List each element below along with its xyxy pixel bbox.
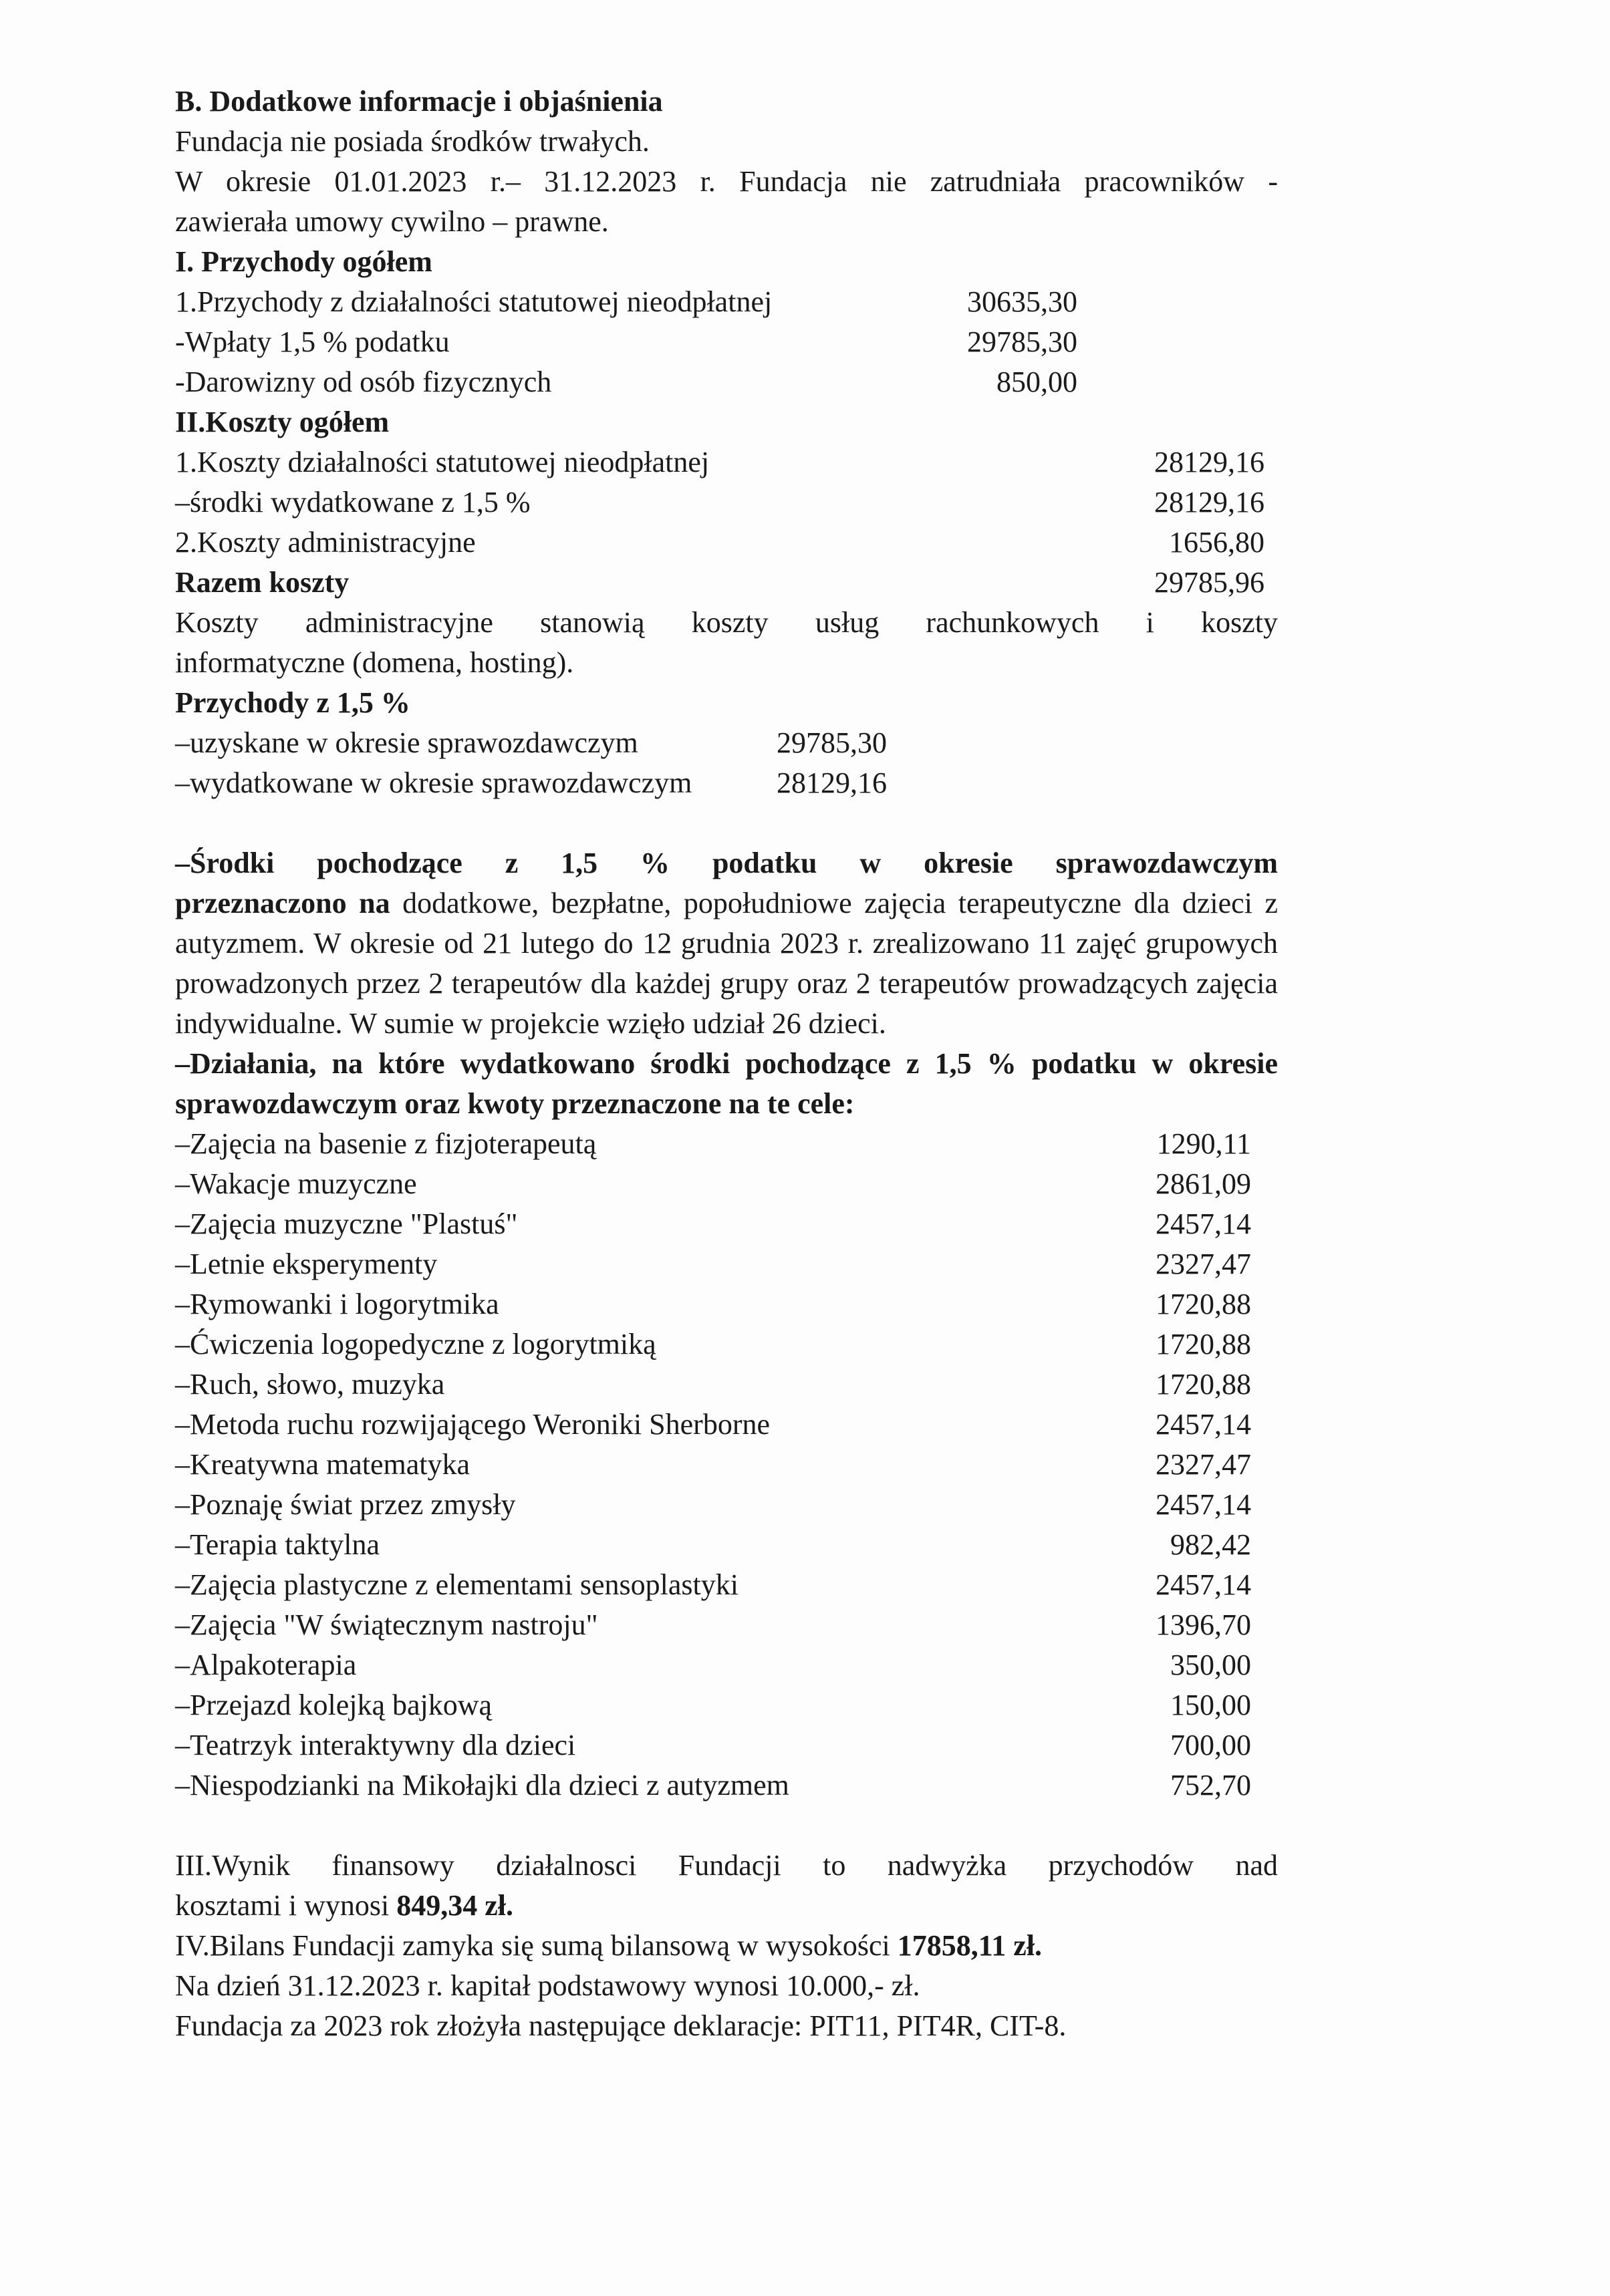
list-item xyxy=(175,1485,1278,1525)
item-label: –Zajęcia muzyczne "Plastuś" xyxy=(175,1207,518,1240)
list-item xyxy=(175,1525,1278,1565)
item-label: –Zajęcia "W świątecznym nastroju" xyxy=(175,1608,598,1641)
list-item xyxy=(175,1685,1278,1725)
row-label: –środki wydatkowane z 1,5 % xyxy=(175,486,531,519)
declarations-line: Fundacja za 2023 rok złożyła następujące deklaracje: PIT11, PIT4R, CIT-8. xyxy=(175,2009,1067,2042)
intro-line: Fundacja nie posiada środków trwałych. xyxy=(175,125,650,158)
row-label: –uzyskane w okresie sprawozdawczym xyxy=(175,726,638,759)
total-value: 29785,96 xyxy=(1154,566,1264,599)
costs-heading: II.Koszty ogółem xyxy=(175,406,390,438)
list-item xyxy=(175,1565,1278,1605)
item-value: 2457,14 xyxy=(1156,1488,1251,1521)
item-label: –Rymowanki i logorytmika xyxy=(175,1288,499,1320)
list-item xyxy=(175,1124,1278,1164)
costs-row xyxy=(175,523,1278,563)
item-label: –Letnie eksperymenty xyxy=(175,1248,438,1280)
income-row xyxy=(175,362,1278,402)
income15-row xyxy=(175,723,1278,763)
item-label: –Terapia taktylna xyxy=(175,1528,380,1561)
item-value: 752,70 xyxy=(1170,1769,1251,1802)
item-label: –Poznaję świat przez zmysły xyxy=(175,1488,516,1521)
list-item xyxy=(175,1645,1278,1685)
item-label: –Przejazd kolejką bajkową xyxy=(175,1689,493,1721)
result-text: kosztami i wynosi xyxy=(175,1889,397,1922)
item-value: 2327,47 xyxy=(1156,1248,1251,1280)
costs-note: informatyczne (domena, hosting). xyxy=(175,646,574,679)
row-value: 28129,16 xyxy=(1154,486,1264,519)
row-value: 28129,16 xyxy=(1154,446,1264,478)
row-label: -Darowizny od osób fizycznych xyxy=(175,366,552,398)
item-value: 2457,14 xyxy=(1156,1568,1251,1601)
costs-total-row xyxy=(175,563,1278,603)
activities-list xyxy=(175,1124,1278,1806)
list-item xyxy=(175,1244,1278,1284)
document-content xyxy=(175,82,1278,2046)
result-amount: 849,34 zł. xyxy=(396,1889,513,1922)
spacer xyxy=(175,1806,1278,1846)
item-label: –Teatrzyk interaktywny dla dzieci xyxy=(175,1729,576,1761)
intro-line: zawierała umowy cywilno – prawne. xyxy=(175,205,609,238)
spacer xyxy=(175,803,1278,843)
item-label: –Zajęcia plastyczne z elementami sensoplastyki xyxy=(175,1568,739,1601)
list-item xyxy=(175,1725,1278,1765)
income-row xyxy=(175,282,1278,322)
funds-text: dodatkowe, bezpłatne, popołudniowe zajęcia terapeutyczne dla dzieci z autyzmem. W okresie od 21 lutego do 12 grudnia 2023 r. zrealizowano 11 zajęć grupowych prowadzonych przez 2 terapeutów dla każdej grupy oraz 2 terapeutów prowadzących zajęcia indywidualne. W sumie w projekcie wzięło udział 26 dzieci. xyxy=(175,887,1279,1040)
item-value: 1720,88 xyxy=(1156,1328,1251,1360)
row-label: -Wpłaty 1,5 % podatku xyxy=(175,325,450,358)
item-value: 1720,88 xyxy=(1156,1368,1251,1401)
list-item xyxy=(175,1284,1278,1324)
item-value: 1396,70 xyxy=(1156,1608,1251,1641)
item-value: 2457,14 xyxy=(1156,1207,1251,1240)
balance-amount: 17858,11 zł. xyxy=(897,1929,1043,1962)
row-value: 1656,80 xyxy=(1169,526,1264,559)
list-item xyxy=(175,1405,1278,1445)
item-label: –Ćwiczenia logopedyczne z logorytmiką xyxy=(175,1328,656,1360)
list-item xyxy=(175,1204,1278,1244)
item-label: –Niespodzianki na Mikołajki dla dzieci z autyzmem xyxy=(175,1769,789,1802)
row-value: 30635,30 xyxy=(967,285,1077,318)
list-item xyxy=(175,1445,1278,1485)
item-value: 150,00 xyxy=(1170,1689,1251,1721)
balance-text: IV.Bilans Fundacji zamyka się sumą bilansową w wysokości xyxy=(175,1929,898,1962)
item-value: 2457,14 xyxy=(1156,1408,1251,1441)
section-title: B. Dodatkowe informacje i objaśnienia xyxy=(175,85,663,118)
item-value: 1720,88 xyxy=(1156,1288,1251,1320)
item-label: –Zajęcia na basenie z fizjoterapeutą xyxy=(175,1127,597,1160)
activities-heading: –Działania, na które wydatkowano środki pochodzące z 1,5 % podatku w okresie sprawozdawczym oraz kwoty przeznaczone na te cele: xyxy=(175,1047,1278,1120)
costs-row xyxy=(175,482,1278,523)
result-line: III.Wynik finansowy działalnosci Fundacji to nadwyżka przychodów nad xyxy=(175,1849,1278,1882)
item-label: –Alpakoterapia xyxy=(175,1648,357,1681)
item-label: –Kreatywna matematyka xyxy=(175,1448,471,1481)
intro-line: W okresie 01.01.2023 r.– 31.12.2023 r. Fundacja nie zatrudniała pracowników - xyxy=(175,165,1278,198)
item-value: 2327,47 xyxy=(1156,1448,1251,1481)
funds-bold-start: przeznaczono na xyxy=(175,887,390,919)
income15-heading: Przychody z 1,5 % xyxy=(175,686,410,719)
item-value: 2861,09 xyxy=(1156,1167,1251,1200)
item-value: 1290,11 xyxy=(1156,1127,1251,1160)
result-line xyxy=(175,1886,1278,1926)
list-item xyxy=(175,1605,1278,1645)
list-item xyxy=(175,1365,1278,1405)
row-label: 2.Koszty administracyjne xyxy=(175,526,476,559)
list-item xyxy=(175,1765,1278,1806)
funds-paragraph xyxy=(175,883,1278,1044)
capital-line: Na dzień 31.12.2023 r. kapitał podstawowy wynosi 10.000,- zł. xyxy=(175,1969,920,2002)
costs-note: Koszty administracyjne stanowią koszty usług rachunkowych i koszty xyxy=(175,606,1278,639)
row-value: 28129,16 xyxy=(777,766,887,799)
item-label: –Ruch, słowo, muzyka xyxy=(175,1368,445,1401)
item-value: 700,00 xyxy=(1170,1729,1251,1761)
costs-row xyxy=(175,442,1278,482)
list-item xyxy=(175,1164,1278,1204)
balance-line xyxy=(175,1926,1278,1966)
row-value: 850,00 xyxy=(996,366,1077,398)
row-label: –wydatkowane w okresie sprawozdawczym xyxy=(175,766,692,799)
income15-row xyxy=(175,763,1278,803)
item-label: –Metoda ruchu rozwijającego Weroniki Sherborne xyxy=(175,1408,771,1441)
income-heading: I. Przychody ogółem xyxy=(175,245,432,278)
row-value: 29785,30 xyxy=(777,726,887,759)
row-label: 1.Przychody z działalności statutowej nieodpłatnej xyxy=(175,285,773,318)
funds-heading: –Środki pochodzące z 1,5 % podatku w okresie sprawozdawczym xyxy=(175,847,1278,879)
income-row xyxy=(175,322,1278,362)
item-value: 350,00 xyxy=(1170,1648,1251,1681)
list-item xyxy=(175,1324,1278,1365)
row-label: 1.Koszty działalności statutowej nieodpłatnej xyxy=(175,446,710,478)
total-label: Razem koszty xyxy=(175,566,350,599)
item-value: 982,42 xyxy=(1170,1528,1251,1561)
item-label: –Wakacje muzyczne xyxy=(175,1167,417,1200)
row-value: 29785,30 xyxy=(967,325,1077,358)
